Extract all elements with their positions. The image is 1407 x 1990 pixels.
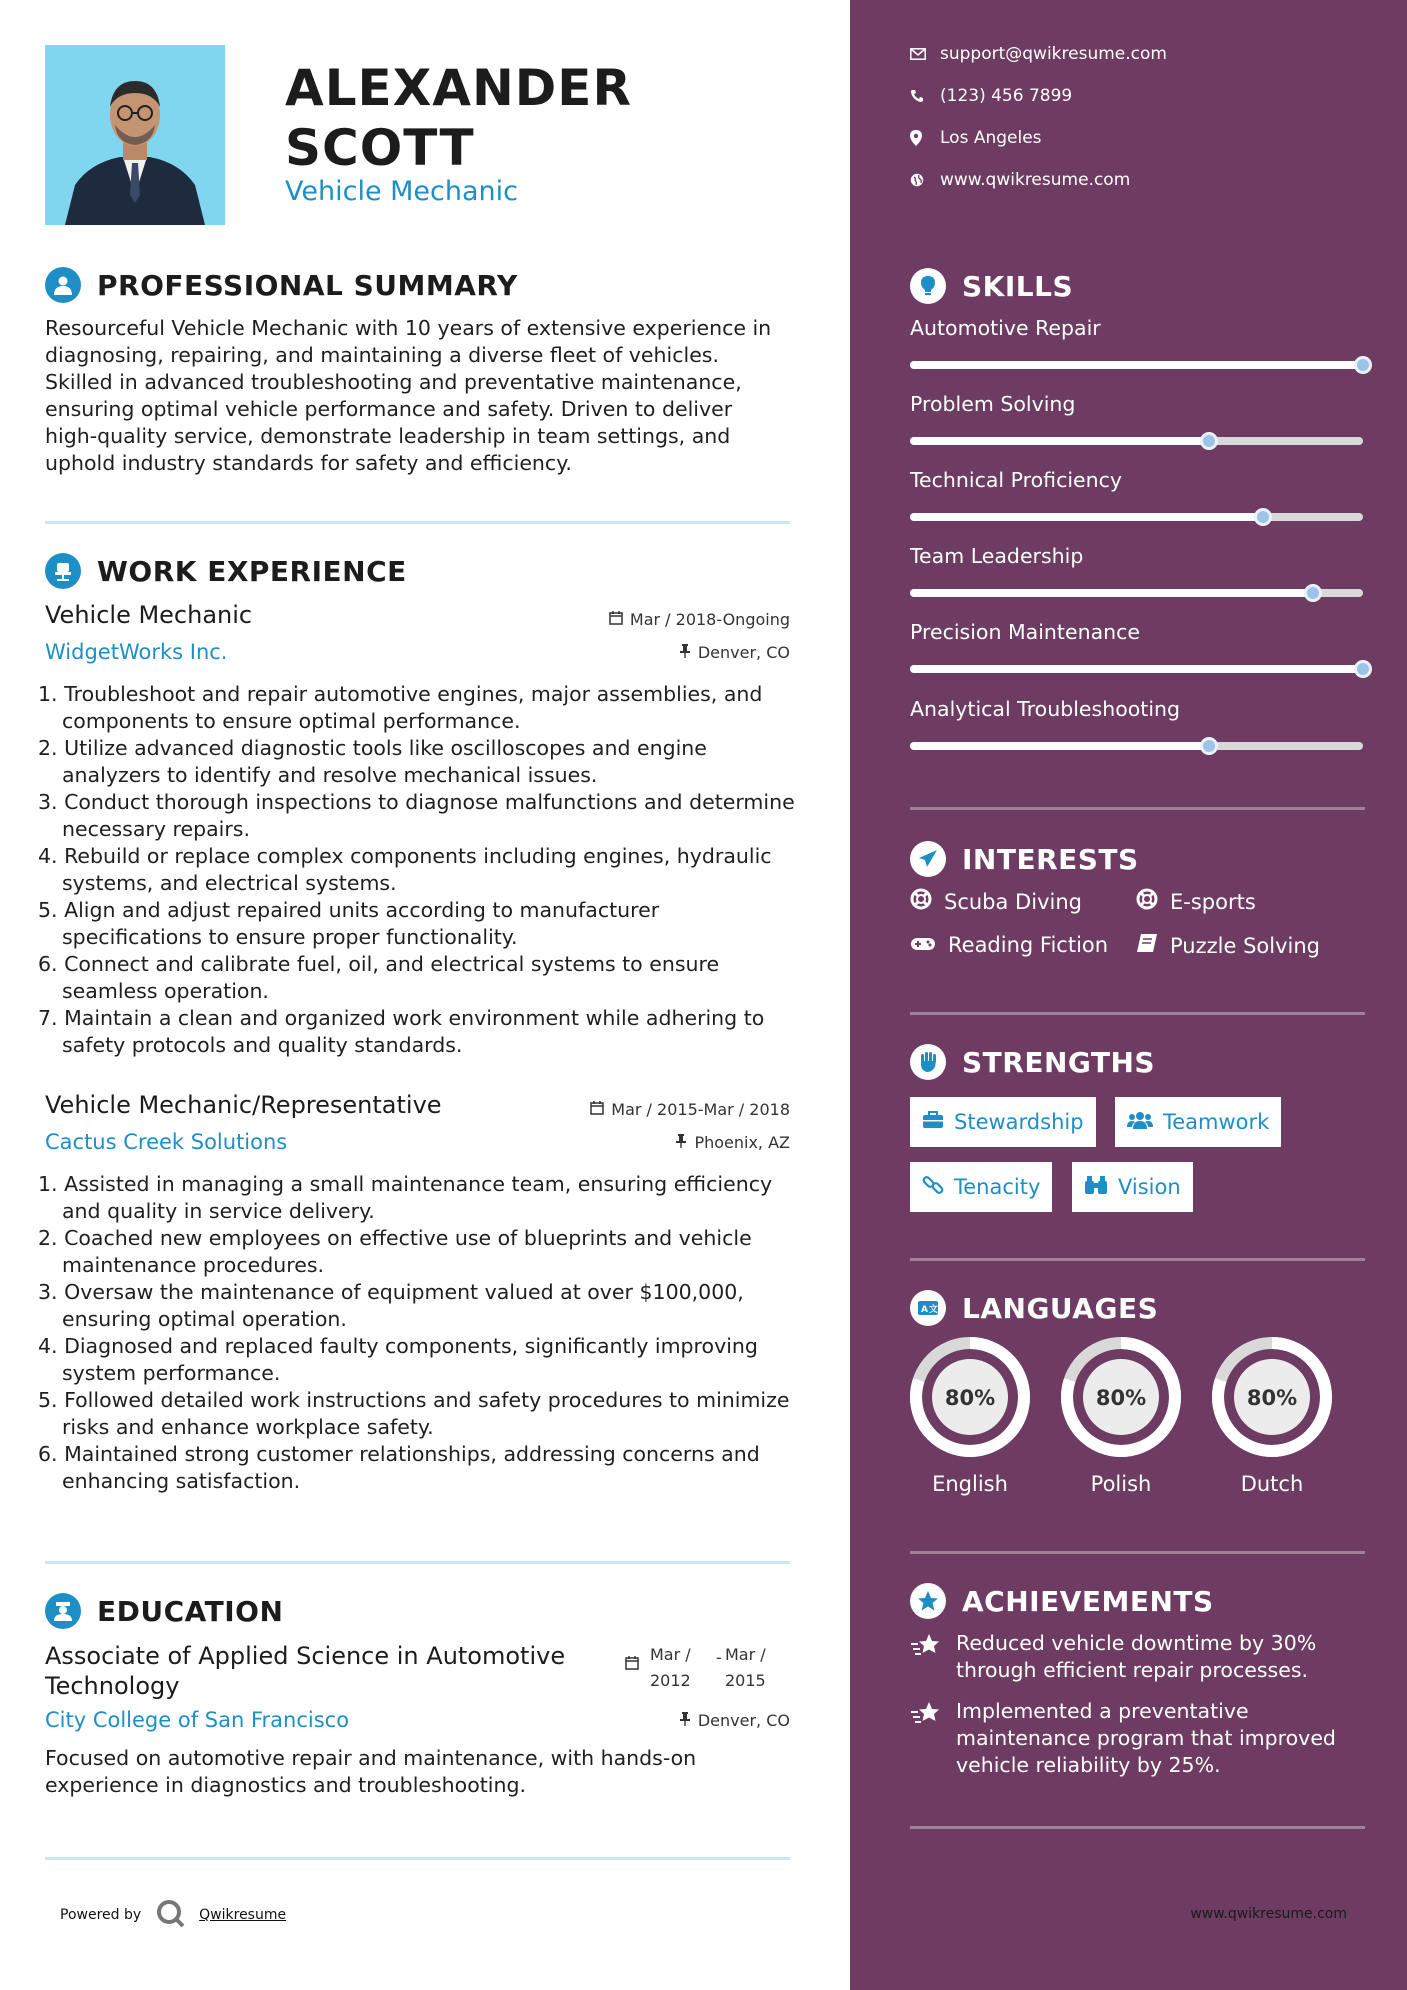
calendar-icon	[609, 610, 623, 629]
divider	[45, 1561, 790, 1564]
chair-icon	[45, 553, 81, 589]
interest-item: Scuba Diving	[910, 888, 1082, 915]
contact-phone[interactable]: (123) 456 7899	[910, 86, 1072, 106]
skill-bar	[910, 589, 1363, 597]
list-item: 5. Followed detailed work instructions and safety procedures to minimize risks and enhance workplace safety.	[38, 1388, 790, 1439]
strengths-heading: STRENGTHS	[910, 1044, 1155, 1080]
language-percent: 80%	[1246, 1386, 1298, 1410]
skill-label: Technical Proficiency	[910, 468, 1123, 492]
interest-item: E-sports	[1136, 888, 1256, 915]
calendar-icon	[590, 1100, 604, 1119]
education-location: Denver, CO	[679, 1711, 790, 1730]
divider	[910, 1826, 1365, 1829]
skill-bar-knob	[1200, 432, 1218, 450]
strength-tag: Vision	[1072, 1162, 1193, 1212]
summary-heading: PROFESSIONAL SUMMARY	[45, 267, 518, 303]
svg-text:文: 文	[929, 1305, 939, 1315]
pin-icon	[679, 1711, 691, 1730]
language-label: Polish	[1090, 1472, 1152, 1496]
language-ring	[1212, 1337, 1332, 1457]
experience-heading: WORK EXPERIENCE	[45, 553, 407, 589]
gamepad-icon	[910, 933, 936, 957]
skill-bar	[910, 742, 1363, 750]
skill-label: Precision Maintenance	[910, 620, 1141, 644]
skill-bar	[910, 513, 1363, 521]
qwikresume-logo-icon	[155, 1898, 185, 1932]
interest-item: Reading Fiction	[910, 933, 1108, 957]
life-ring-icon	[910, 888, 932, 915]
list-item: 6. Connect and calibrate fuel, oil, and electrical systems to ensure seamless operation.	[38, 952, 720, 1003]
book-icon	[1136, 933, 1158, 958]
divider	[45, 1857, 790, 1860]
list-item: 3. Conduct thorough inspections to diagnose malfunctions and determine necessary repairs.	[38, 790, 795, 841]
list-item: 4. Diagnosed and replaced faulty components, significantly improving system performance.	[38, 1334, 758, 1385]
list-item: 5. Align and adjust repaired units according to manufacturer specifications to ensure proper functionality.	[38, 898, 660, 949]
skill-bar	[910, 665, 1363, 673]
skill-bar-fill	[910, 361, 1363, 369]
skill-bar	[910, 437, 1363, 445]
envelope-icon	[910, 48, 940, 60]
briefcase-icon	[922, 1110, 944, 1134]
brand-link[interactable]: Qwikresume	[199, 1907, 287, 1923]
divider	[910, 807, 1365, 810]
binoculars-icon	[1084, 1175, 1108, 1200]
skill-bar	[910, 361, 1363, 369]
skills-heading: SKILLS	[910, 268, 1073, 304]
users-icon	[1127, 1110, 1153, 1134]
interests-heading: INTERESTS	[910, 841, 1139, 877]
job-dates: Mar / 2018-Ongoing	[609, 610, 790, 629]
strength-tag: Stewardship	[910, 1097, 1096, 1147]
job-responsibilities	[38, 681, 798, 1059]
achievements-heading: ACHIEVEMENTS	[910, 1583, 1214, 1619]
list-item: 6. Maintained strong customer relationships, addressing concerns and enhancing satisfaction.	[38, 1442, 760, 1493]
candidate-title: Vehicle Mechanic	[285, 176, 519, 207]
globe-icon	[910, 173, 940, 187]
skill-bar-knob	[1354, 660, 1372, 678]
map-marker-icon	[910, 130, 940, 146]
job-title: Vehicle Mechanic/Representative	[45, 1091, 442, 1119]
paper-plane-icon	[910, 841, 946, 877]
pin-icon	[679, 643, 691, 662]
shooting-star-icon	[910, 1630, 956, 1684]
fist-icon	[910, 1044, 946, 1080]
list-item: 1. Assisted in managing a small maintenance team, ensuring efficiency and quality in service delivery.	[38, 1172, 773, 1223]
company-name: WidgetWorks Inc.	[45, 640, 228, 664]
achievement-item: Implemented a preventative maintenance program that improved vehicle reliability by 25%.	[910, 1698, 1370, 1779]
shooting-star-icon	[910, 1698, 956, 1779]
divider	[910, 1551, 1365, 1554]
skill-bar-fill	[910, 589, 1313, 597]
skill-bar-fill	[910, 513, 1263, 521]
footer-website[interactable]: www.qwikresume.com	[1190, 1906, 1347, 1922]
list-item: 2. Coached new employees on effective use of blueprints and vehicle maintenance procedures.	[38, 1226, 752, 1277]
job-title: Vehicle Mechanic	[45, 601, 253, 629]
graduate-icon	[45, 1593, 81, 1629]
skill-label: Problem Solving	[910, 392, 1076, 416]
job-dates: Mar / 2015-Mar / 2018	[590, 1100, 790, 1119]
company-name: Cactus Creek Solutions	[45, 1130, 288, 1154]
skill-bar-knob	[1304, 584, 1322, 602]
education-end-date: Mar / 2015	[725, 1645, 766, 1690]
skill-label: Team Leadership	[910, 544, 1084, 568]
strength-tag: Tenacity	[910, 1162, 1052, 1212]
divider	[45, 521, 790, 524]
link-icon	[922, 1174, 944, 1201]
profile-photo	[45, 45, 225, 225]
svg-text:A: A	[921, 1305, 928, 1315]
language-label: English	[932, 1472, 1008, 1496]
skill-bar-fill	[910, 437, 1209, 445]
language-label: Dutch	[1240, 1472, 1304, 1496]
language-ring	[1061, 1337, 1181, 1457]
contact-location: Los Angeles	[910, 128, 1042, 148]
star-icon	[910, 1583, 946, 1619]
strength-tag: Teamwork	[1115, 1097, 1281, 1147]
language-ring	[910, 1337, 1030, 1457]
lightbulb-icon	[910, 268, 946, 304]
contact-website[interactable]: www.qwikresume.com	[910, 170, 1130, 190]
skill-bar-knob	[1254, 508, 1272, 526]
list-item: 7. Maintain a clean and organized work environment while adhering to safety protocols and quality standards.	[38, 1006, 765, 1057]
candidate-name: ALEXANDER SCOTT	[285, 59, 632, 177]
sidebar	[850, 0, 1407, 1990]
language-percent: 80%	[944, 1386, 996, 1410]
phone-icon	[910, 89, 940, 103]
list-item: 1. Troubleshoot and repair automotive engines, major assemblies, and components to ensure optimal performance.	[38, 682, 763, 733]
footer-powered-by: Powered by Qwikresume	[60, 1898, 286, 1932]
job-location: Phoenix, AZ	[675, 1133, 790, 1152]
user-icon	[45, 267, 81, 303]
skill-bar-fill	[910, 665, 1363, 673]
education-heading: EDUCATION	[45, 1593, 283, 1629]
skill-label: Analytical Troubleshooting	[910, 697, 1181, 721]
life-ring-icon	[1136, 888, 1158, 915]
translate-icon	[910, 1290, 946, 1326]
school-name: City College of San Francisco	[45, 1708, 350, 1732]
skill-bar-knob	[1200, 737, 1218, 755]
contact-email[interactable]: support@qwikresume.com	[910, 44, 1167, 64]
interest-item: Puzzle Solving	[1136, 933, 1320, 958]
skill-label: Automotive Repair	[910, 316, 1101, 340]
list-item: 3. Oversaw the maintenance of equipment valued at over $100,000, ensuring optimal operation.	[38, 1280, 744, 1331]
language-percent: 80%	[1095, 1386, 1147, 1410]
languages-heading: A 文 LANGUAGES	[910, 1290, 1158, 1326]
education-start-date: Mar / 2012	[650, 1645, 691, 1690]
achievement-item: Reduced vehicle downtime by 30% through efficient repair processes.	[910, 1630, 1370, 1684]
skill-bar-knob	[1354, 356, 1372, 374]
divider	[910, 1012, 1365, 1015]
list-item: 4. Rebuild or replace complex components including engines, hydraulic systems, and electrical systems.	[38, 844, 772, 895]
date-separator: -	[716, 1648, 722, 1667]
skill-bar-fill	[910, 742, 1209, 750]
job-responsibilities	[38, 1171, 798, 1495]
summary-text: Resourceful Vehicle Mechanic with 10 years of extensive experience in diagnosing, repairing, and maintaining a diverse fleet of vehicles. Skilled in advanced troubleshooting and preventative maintenance, ensuring optimal vehicle performance and safety. Driven to deliver high-quality service, demonstrate leadership in team settings, and uphold industry standards for safety and efficiency.	[45, 316, 772, 475]
job-location: Denver, CO	[679, 643, 790, 662]
education-description: Focused on automotive repair and maintenance, with hands-on experience in diagnostics and troubleshooting.	[45, 1746, 697, 1797]
pin-icon	[675, 1133, 687, 1152]
list-item: 2. Utilize advanced diagnostic tools like oscilloscopes and engine analyzers to identify and resolve mechanical issues.	[38, 736, 707, 787]
divider	[910, 1258, 1365, 1261]
calendar-icon	[625, 1655, 639, 1674]
degree-title: Associate of Applied Science in Automotive Technology	[45, 1642, 566, 1700]
